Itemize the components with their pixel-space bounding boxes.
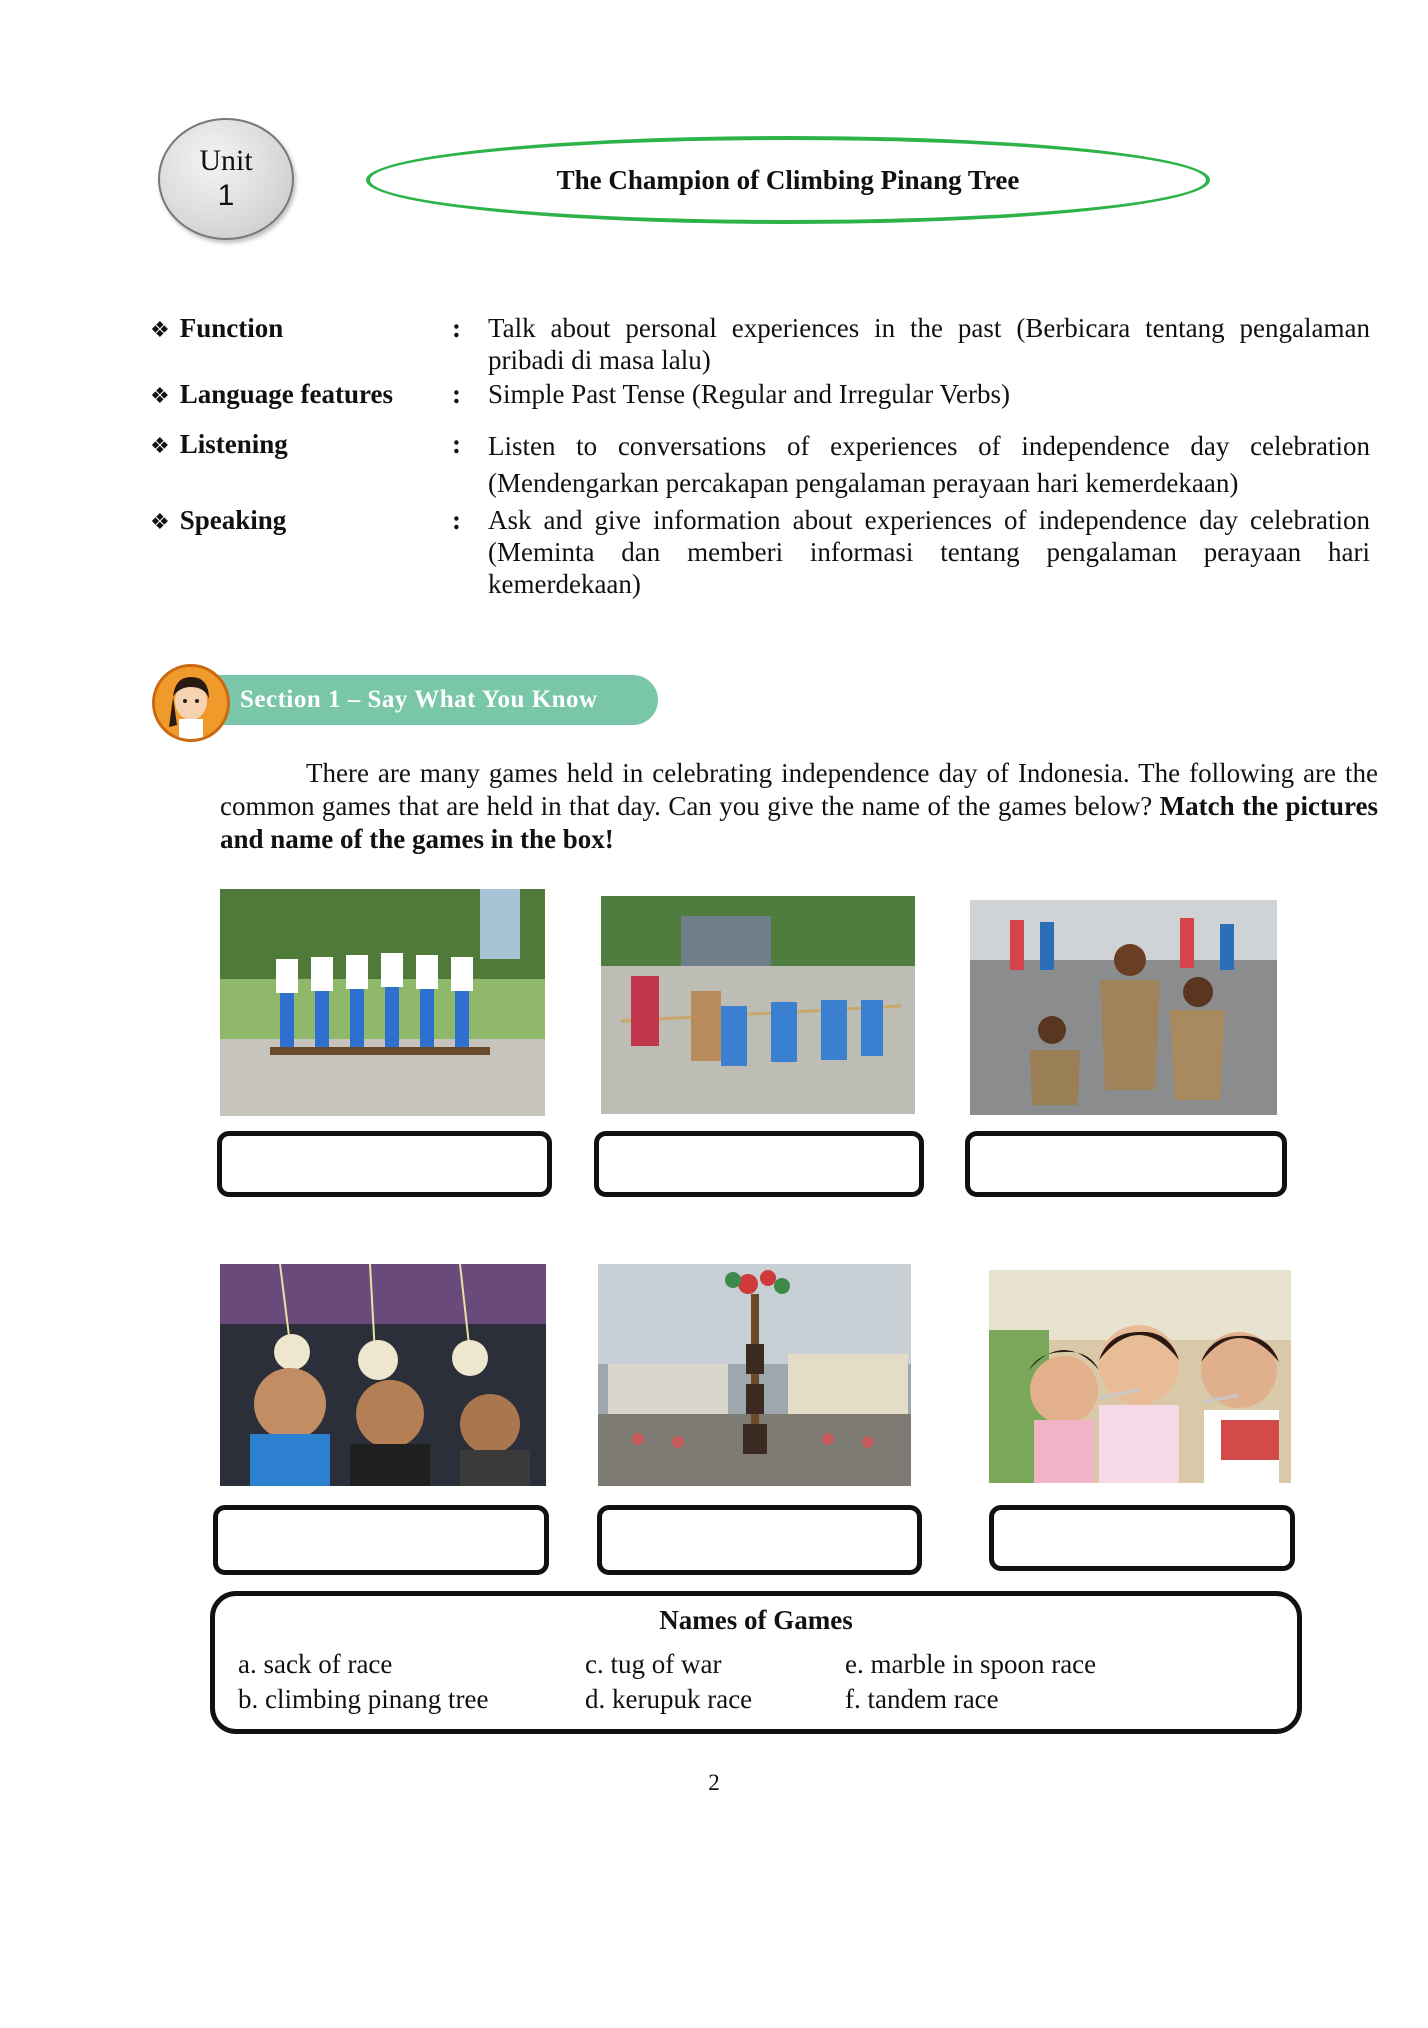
objective-speaking	[150, 504, 1370, 604]
photo-climbing-pinang-tree	[598, 1264, 911, 1486]
section-title: Section 1 – Say What You Know	[240, 686, 598, 713]
answer-box-5[interactable]	[597, 1505, 922, 1575]
objective-colon: :	[452, 313, 461, 343]
unit-number: 1	[217, 179, 235, 212]
objective-label: ❖ Listening	[150, 429, 288, 459]
bullet-icon: ❖	[150, 318, 170, 343]
objective-text: Listen to conversations of experiences of independence day celebration (Mendengarkan percakapan pengalaman perayaan hari kemerdekaan)	[488, 431, 1370, 498]
objective-colon: :	[452, 429, 461, 459]
photo-sack-race	[970, 900, 1277, 1115]
objective-function	[150, 312, 1370, 378]
bullet-icon: ❖	[150, 384, 170, 409]
student-avatar-icon	[152, 664, 230, 742]
unit-badge	[158, 118, 294, 240]
objective-label: ❖ Speaking	[150, 505, 287, 535]
names-of-games-title: Names of Games	[659, 1605, 853, 1635]
photo-marble-in-spoon-race	[989, 1270, 1291, 1483]
photo-kerupuk-race	[220, 1264, 546, 1486]
photo-tandem-race	[220, 889, 545, 1116]
answer-box-3[interactable]	[965, 1131, 1287, 1197]
game-option-f: f. tandem race	[845, 1684, 999, 1714]
game-option-e: e. marble in spoon race	[845, 1649, 1097, 1679]
answer-box-4[interactable]	[213, 1505, 549, 1575]
objective-text: Ask and give information about experiences of independence day celebration (Meminta dan memberi informasi tentang pengalaman perayaan hari kemerdekaan)	[488, 505, 1370, 599]
objective-text: Simple Past Tense (Regular and Irregular Verbs)	[488, 379, 1010, 409]
unit-title: The Champion of Climbing Pinang Tree	[366, 136, 1210, 224]
unit-label: Unit	[199, 144, 253, 177]
photo-tug-of-war	[601, 896, 915, 1114]
objective-colon: :	[452, 379, 461, 409]
intro-text: There are many games held in celebrating independence day of Indonesia. The following are the common games that are held in that day. Can you give the name of the games below?	[220, 758, 1378, 821]
game-option-c: c. tug of war	[585, 1649, 722, 1679]
objective-text: Talk about personal experiences in the past (Berbicara tentang pengalaman pribadi di masa lalu)	[488, 313, 1370, 375]
intro-instruction: Match the pictures and name of the games in the box!	[220, 791, 1378, 854]
objective-label: ❖ Language features	[150, 379, 393, 409]
objective-listening	[150, 428, 1370, 498]
bullet-icon: ❖	[150, 434, 170, 459]
game-option-b: b. climbing pinang tree	[238, 1684, 489, 1714]
answer-box-6[interactable]	[989, 1505, 1295, 1571]
game-option-d: d. kerupuk race	[585, 1684, 753, 1714]
objective-language-features	[150, 378, 1370, 412]
game-option-a: a. sack of race	[238, 1649, 393, 1679]
answer-box-1[interactable]	[217, 1131, 552, 1197]
bullet-icon: ❖	[150, 510, 170, 535]
intro-paragraph	[220, 757, 1378, 856]
page-number: 2	[708, 1770, 720, 1795]
objective-colon: :	[452, 505, 461, 535]
answer-box-2[interactable]	[594, 1131, 924, 1197]
objective-label: ❖ Function	[150, 313, 284, 343]
